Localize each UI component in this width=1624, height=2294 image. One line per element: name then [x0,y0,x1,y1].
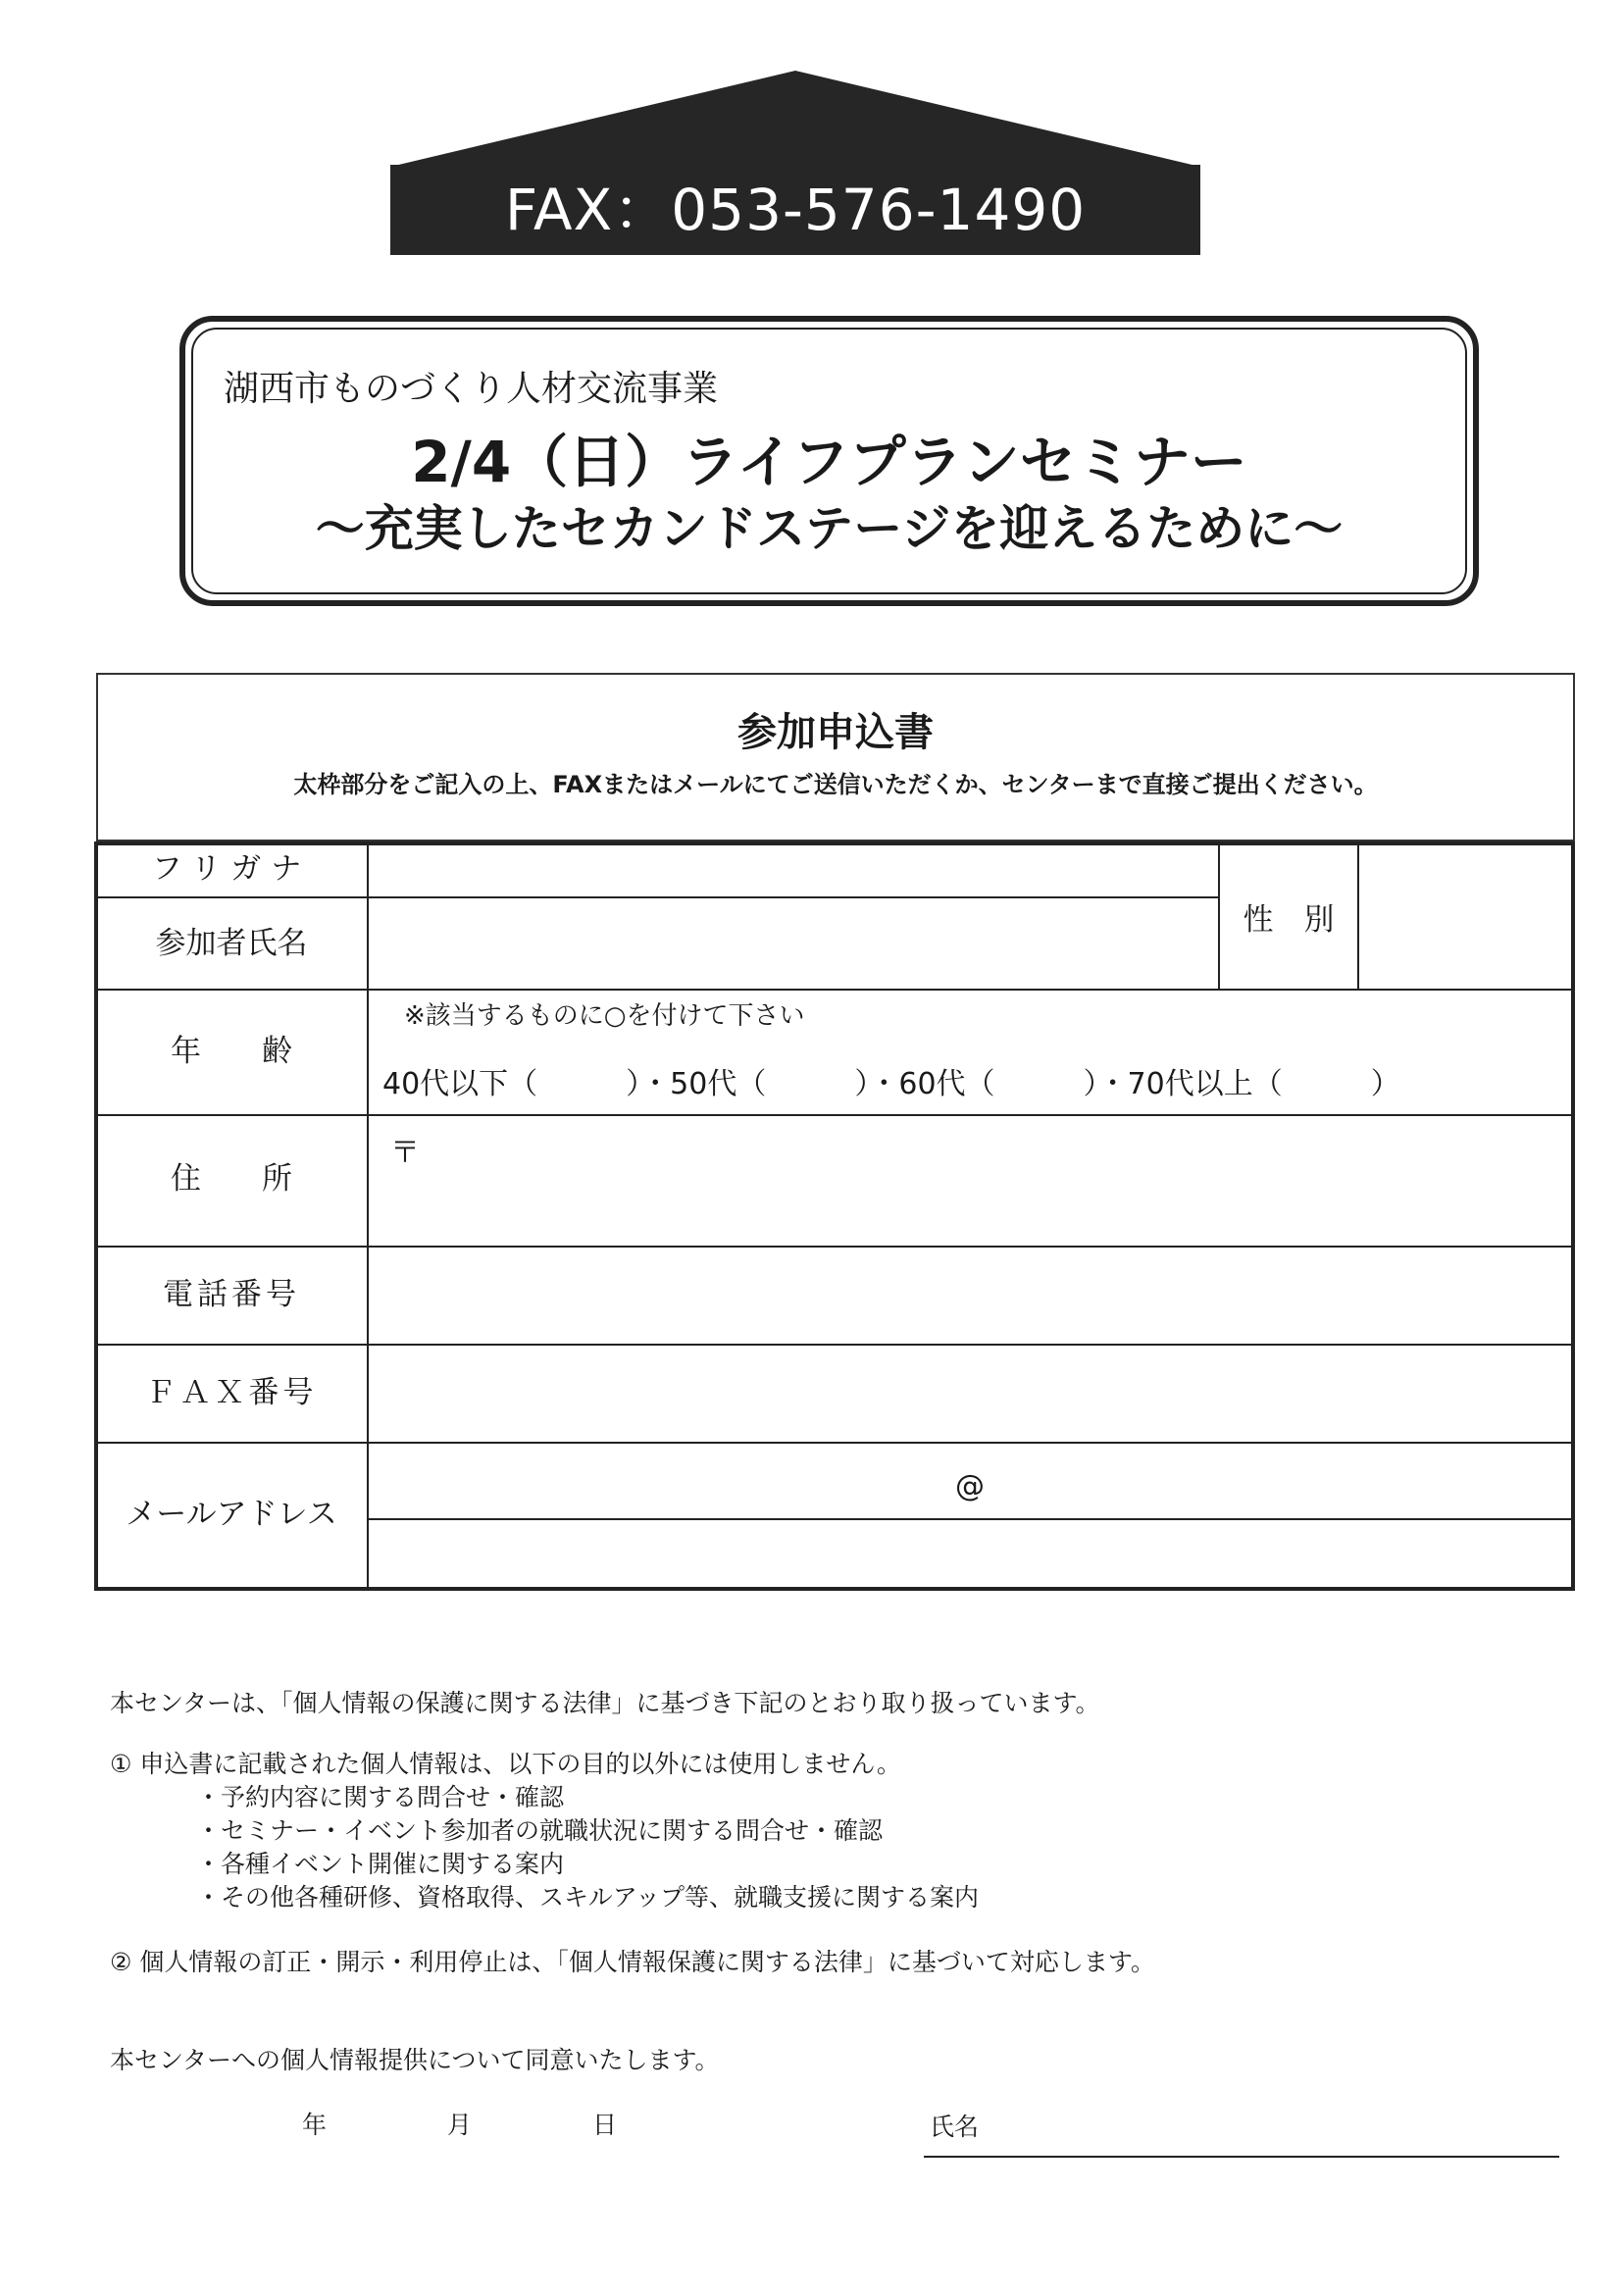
address-label: 住 所 [171,1161,292,1197]
age-option-40s[interactable]: 40代以下（ ） [382,1067,641,1101]
fax-input[interactable] [369,1346,1573,1442]
gender-input[interactable] [1359,843,1573,989]
privacy-bullet-2: ・セミナー・イベント参加者の就職状況に関する問合せ・確認 [196,1816,884,1845]
age-option-70s[interactable]: ・70代以上（ ） [1097,1067,1400,1101]
organizer-name: 湖西市ものづくり人材交流事業 [224,369,719,409]
email-input[interactable] [369,1444,1573,1518]
date-year-label: 年 [302,2111,328,2139]
form-header-box [96,673,1575,841]
privacy-bullet-1: ・予約内容に関する問合せ・確認 [196,1783,565,1811]
roof-shape [390,71,1200,167]
gender-label: 性 別 [1243,902,1335,938]
postal-mark: 〒 [390,1136,420,1170]
fax-label: ＦＡＸ番号 [145,1375,318,1410]
signature-label: 氏名 [930,2113,980,2141]
privacy-item-2: ② 個人情報の訂正・開示・利用停止は、「個人情報保護に関する法律」に基づいて対応します。 [110,1948,1155,1976]
participant-name-label: 参加者氏名 [155,926,308,961]
email-input-second-line[interactable] [369,1520,1573,1587]
participant-name-input[interactable] [369,898,1218,989]
email-label: メールアドレス [126,1497,337,1532]
seminar-title: 2/4（日）ライフプランセミナー [411,429,1247,495]
fax-number-banner: FAX：053-576-1490 [390,165,1200,255]
age-options[interactable] [382,1065,1400,1104]
age-label: 年 齢 [171,1034,292,1069]
furigana-input[interactable] [369,843,1218,896]
email-at-mark: @ [955,1469,985,1504]
phone-label: 電話番号 [163,1277,300,1312]
privacy-bullet-4: ・その他各種研修、資格取得、スキルアップ等、就職支援に関する案内 [196,1883,980,1912]
seminar-subtitle: ～充実したセカンドステージを迎えるために～ [315,500,1344,557]
privacy-intro: 本センターは、「個人情報の保護に関する法律」に基づき下記のとおり取り扱っています。 [110,1689,1100,1717]
age-instruction-note: ※該当するものに○を付けて下さい [404,1001,805,1031]
furigana-label: フリガナ [151,851,312,887]
address-input[interactable] [369,1116,1573,1246]
date-month-label: 月 [447,2111,473,2139]
age-option-50s[interactable]: ・50代（ ） [640,1067,870,1101]
privacy-item-1: ① 申込書に記載された個人情報は、以下の目的以外には使用しません。 [110,1750,901,1778]
date-input[interactable] [216,2103,628,2148]
privacy-bullet-3: ・各種イベント開催に関する案内 [196,1850,565,1878]
phone-input[interactable] [369,1248,1573,1344]
form-title: 参加申込書 [737,710,934,755]
signature-line [924,2156,1559,2158]
form-instructions: 太枠部分をご記入の上、FAXまたはメールにてご送信いただくか、センターまで直接ご提出ください。 [293,771,1378,798]
consent-statement: 本センターへの個人情報提供について同意いたします。 [110,2046,720,2074]
signature-input[interactable] [1000,2103,1559,2154]
age-option-60s[interactable]: ・60代（ ） [869,1067,1098,1101]
name-row-divider [94,989,1575,991]
date-day-label: 日 [592,2111,618,2139]
